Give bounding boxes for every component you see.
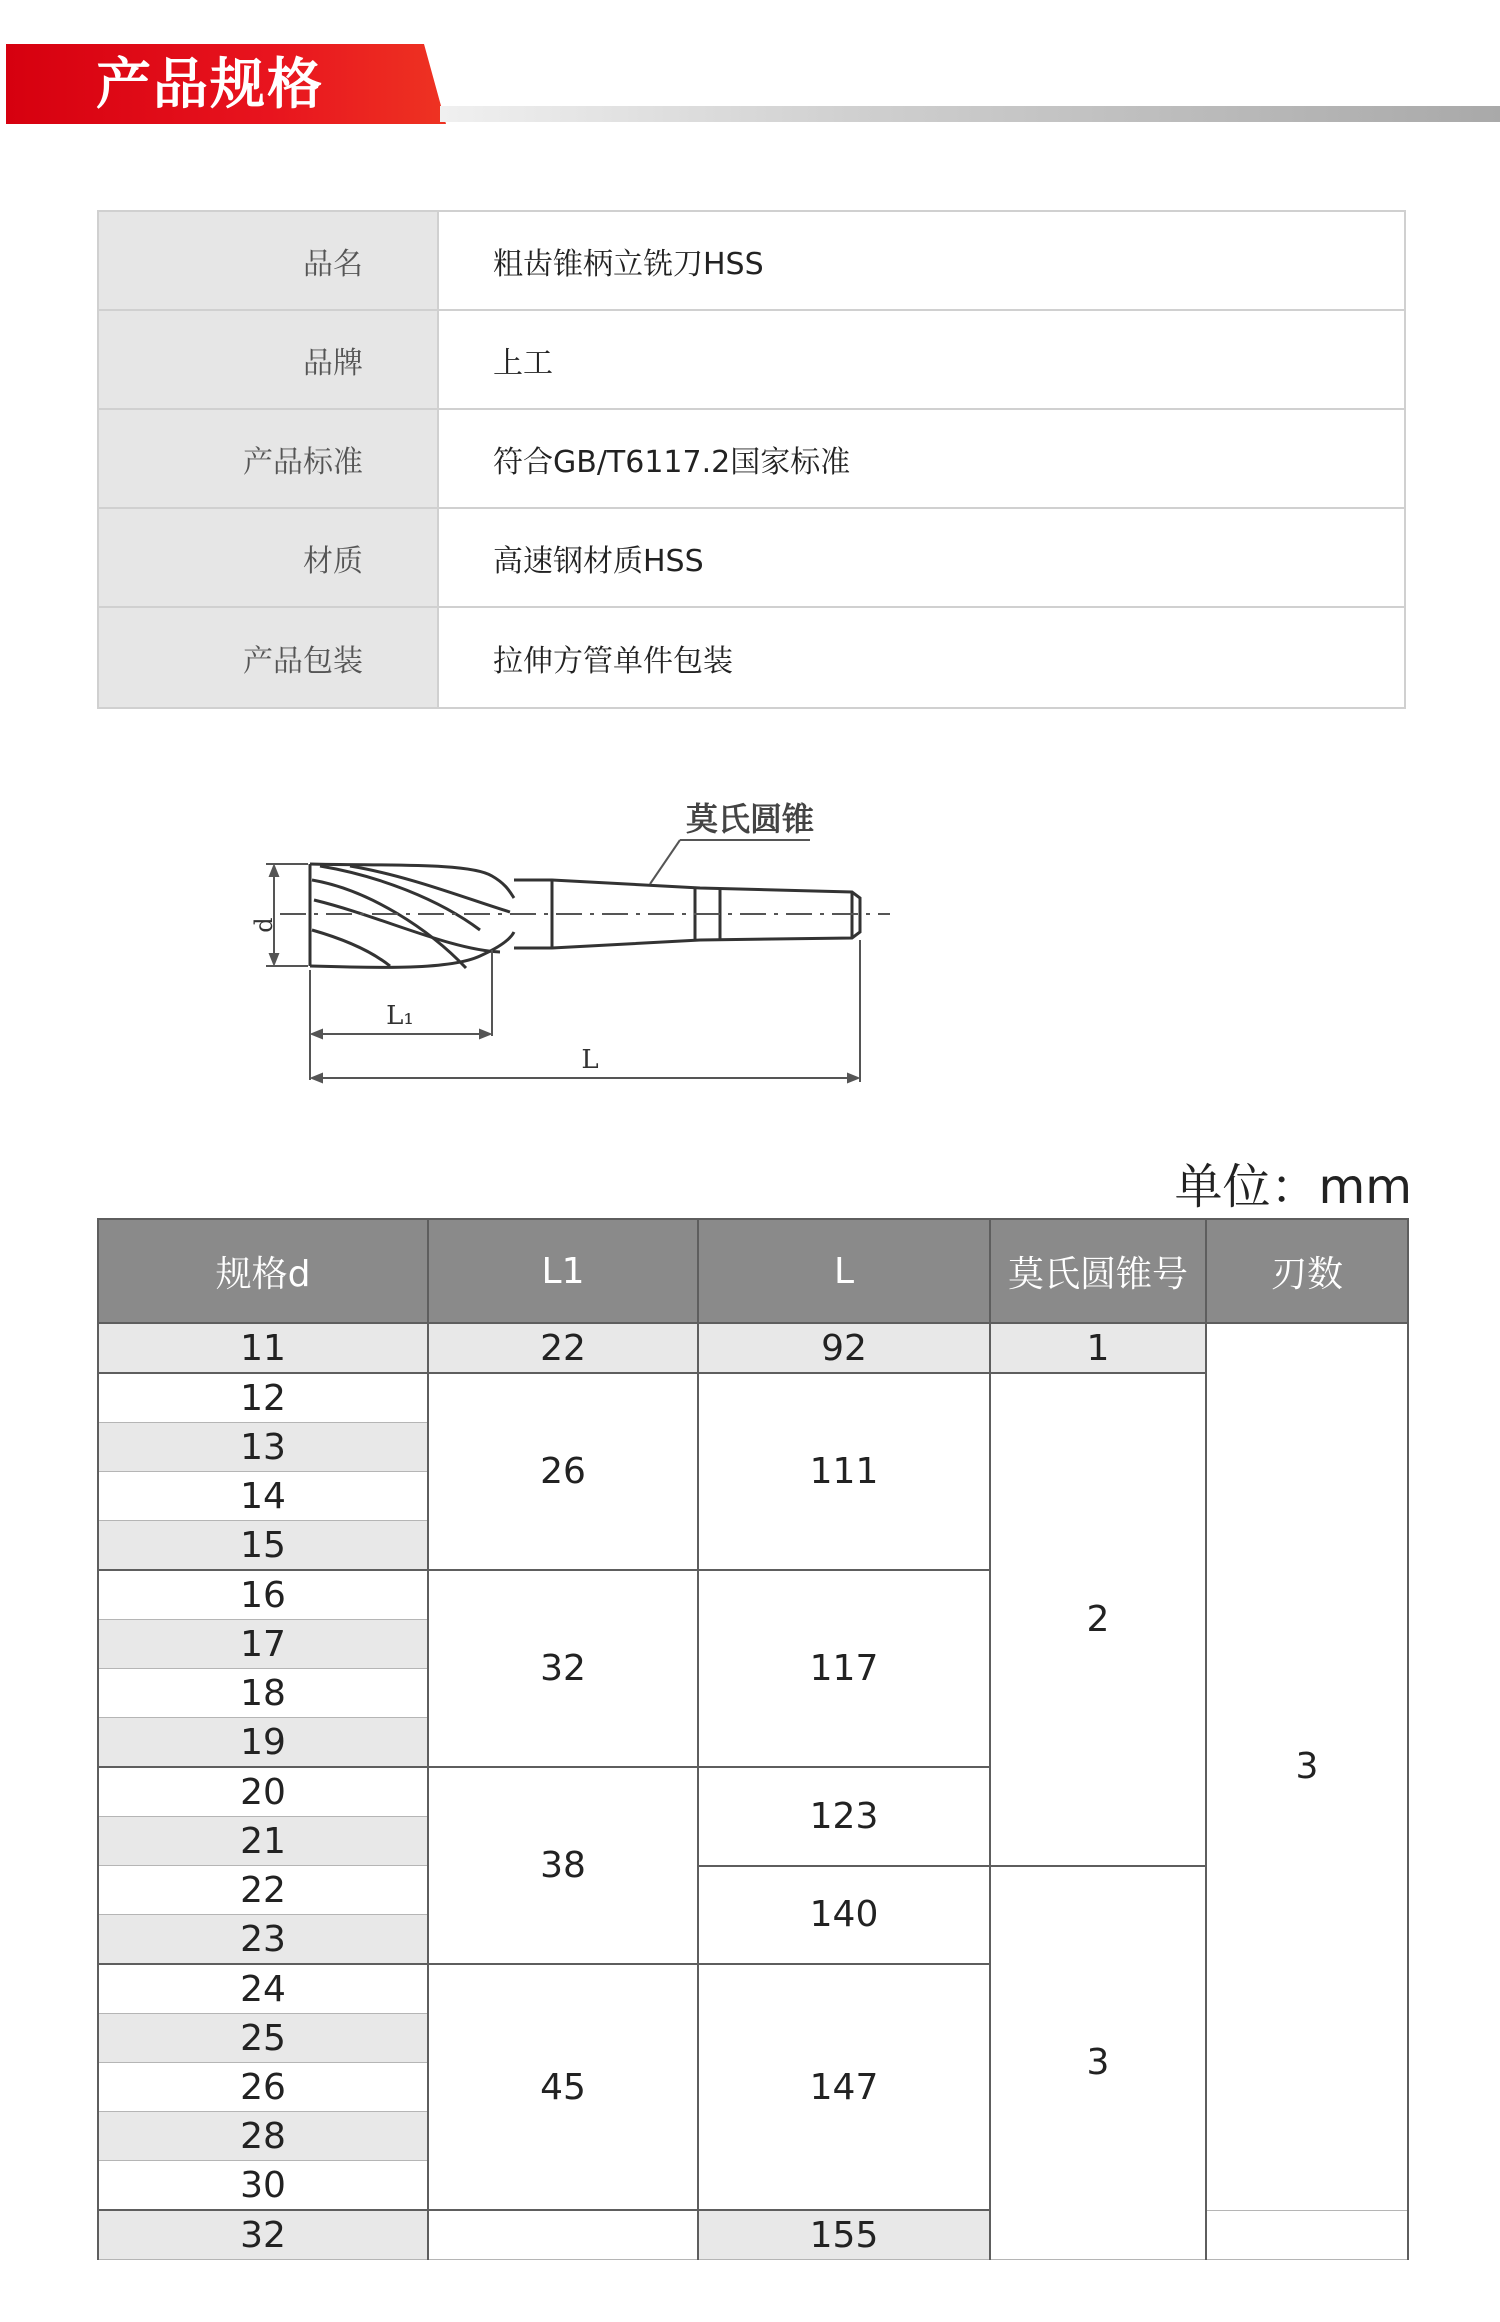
cell-diameter: 22 xyxy=(98,1866,428,1915)
cell-flutes: 3 xyxy=(1206,1323,1408,2210)
cell-l1: 38 xyxy=(428,1767,698,1964)
cell-diameter: 28 xyxy=(98,2112,428,2161)
info-row-material xyxy=(99,509,1404,608)
cell-l: 117 xyxy=(698,1570,990,1767)
cell-l: 123 xyxy=(698,1767,990,1866)
header-grey-bar xyxy=(440,106,1500,122)
info-row-standard xyxy=(99,410,1404,509)
cell-diameter: 20 xyxy=(98,1767,428,1817)
info-label: 产品包装 xyxy=(99,608,439,707)
info-row-packaging xyxy=(99,608,1404,707)
info-label: 材质 xyxy=(99,509,439,606)
cell-diameter: 12 xyxy=(98,1373,428,1423)
cell-diameter: 19 xyxy=(98,1718,428,1768)
d-dimension-label: d xyxy=(250,917,278,933)
info-value: 粗齿锥柄立铣刀HSS xyxy=(493,246,764,282)
l-dimension-label: L xyxy=(581,1045,599,1075)
header-l1: L1 xyxy=(428,1219,698,1323)
cell-l: 155 xyxy=(698,2210,990,2260)
spec-table-wrap xyxy=(97,1218,1407,2260)
cell-diameter: 14 xyxy=(98,1472,428,1521)
info-value: 拉伸方管单件包装 xyxy=(493,643,733,679)
header-morse-taper: 莫氏圆锥号 xyxy=(990,1219,1206,1323)
header-l: L xyxy=(698,1219,990,1323)
cell-morse: 1 xyxy=(990,1323,1206,1373)
cell-diameter: 26 xyxy=(98,2063,428,2112)
info-label: 产品标准 xyxy=(99,410,439,507)
cell-diameter: 21 xyxy=(98,1817,428,1866)
cell-diameter: 16 xyxy=(98,1570,428,1620)
cell-diameter: 18 xyxy=(98,1669,428,1718)
info-label: 品牌 xyxy=(99,311,439,408)
info-value: 符合GB/T6117.2国家标准 xyxy=(493,444,851,480)
cell-l1: 22 xyxy=(428,1323,698,1373)
info-value: 上工 xyxy=(493,345,553,381)
cell-l1: 26 xyxy=(428,1373,698,1570)
l1-dimension-label: L₁ xyxy=(386,1001,414,1031)
cell-l: 140 xyxy=(698,1866,990,1965)
cell-diameter: 25 xyxy=(98,2014,428,2063)
spec-header-row xyxy=(98,1219,1408,1323)
cell-morse xyxy=(1206,2210,1408,2260)
morse-taper-label: 莫氏圆锥 xyxy=(686,800,815,838)
cell-diameter: 23 xyxy=(98,1915,428,1965)
table-row xyxy=(98,2210,1408,2260)
section-title: 产品规格 xyxy=(96,52,325,116)
cell-l: 92 xyxy=(698,1323,990,1373)
cell-l1 xyxy=(428,2210,698,2260)
cell-l: 111 xyxy=(698,1373,990,1570)
cell-morse: 2 xyxy=(990,1373,1206,1866)
info-label: 品名 xyxy=(99,212,439,309)
cell-l1: 32 xyxy=(428,1570,698,1767)
header-flutes: 刃数 xyxy=(1206,1219,1408,1323)
cell-l1: 45 xyxy=(428,1964,698,2210)
section-header xyxy=(0,44,1500,124)
cell-diameter: 11 xyxy=(98,1323,428,1373)
spec-table xyxy=(97,1218,1409,2260)
cell-morse: 3 xyxy=(990,1866,1206,2260)
cell-diameter: 30 xyxy=(98,2161,428,2211)
unit-label: 单位：mm xyxy=(1174,1159,1412,1215)
info-row-brand xyxy=(99,311,1404,410)
table-row xyxy=(98,1323,1408,1373)
cell-diameter: 24 xyxy=(98,1964,428,2014)
header-diameter: 规格d xyxy=(98,1219,428,1323)
info-value: 高速钢材质HSS xyxy=(493,543,704,579)
end-mill-diagram xyxy=(230,780,910,1100)
cell-diameter: 15 xyxy=(98,1521,428,1571)
cell-diameter: 13 xyxy=(98,1423,428,1472)
cell-l: 147 xyxy=(698,1964,990,2210)
cell-diameter: 17 xyxy=(98,1620,428,1669)
flute-line xyxy=(312,930,390,966)
product-info-table xyxy=(97,210,1406,709)
cell-diameter: 32 xyxy=(98,2210,428,2260)
info-row-name xyxy=(99,212,1404,311)
